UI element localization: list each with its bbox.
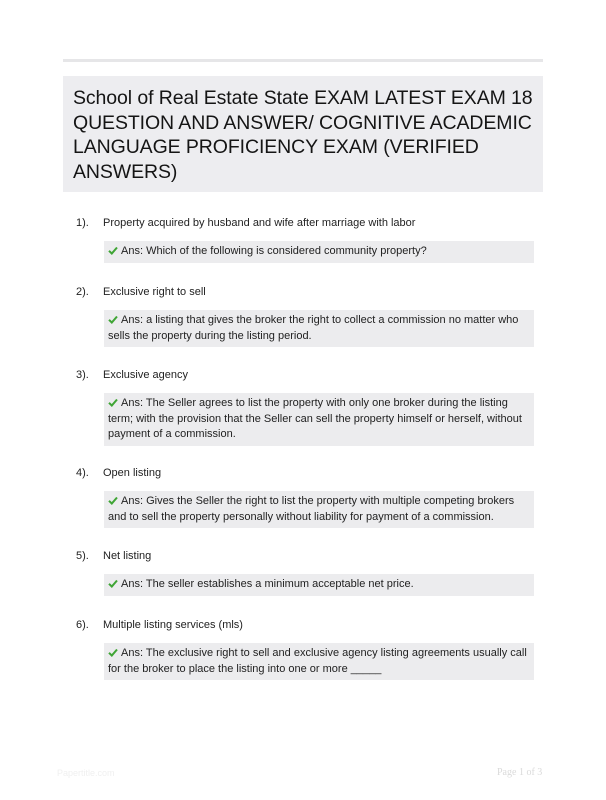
question-number: 1). — [76, 217, 89, 229]
question-text: Net listing — [103, 550, 152, 562]
answer-box — [104, 491, 534, 528]
check-icon — [108, 398, 118, 407]
check-icon — [108, 648, 118, 657]
question-text: Exclusive right to sell — [103, 286, 206, 298]
question-number: 2). — [76, 286, 89, 298]
question-text: Property acquired by husband and wife after marriage with labor — [103, 217, 416, 229]
question-number: 5). — [76, 550, 89, 562]
question-number: 4). — [76, 467, 89, 479]
check-icon — [108, 579, 118, 588]
document-title: School of Real Estate State EXAM LATEST EXAM 18 QUESTION AND ANSWER/ COGNITIVE ACADEMIC LANGUAGE PROFICIENCY EXAM (VERIFIED ANSWERS) — [73, 87, 533, 183]
answer-text: Ans: Which of the following is considered community property? — [121, 245, 427, 257]
answer-box — [104, 574, 534, 596]
question-text: Open listing — [103, 467, 162, 479]
page-indicator: Page 1 of 3 — [497, 767, 543, 778]
question-number: 6). — [76, 619, 89, 631]
check-icon — [108, 315, 118, 324]
question-text: Multiple listing services (mls) — [103, 619, 243, 631]
answer-box — [104, 310, 534, 347]
answer-text: Ans: Gives the Seller the right to list the property with multiple competing brokers and to sell the property personally without liability for payment of a commission. — [108, 495, 515, 523]
answer-text: Ans: a listing that gives the broker the right to collect a commission no matter who sells the property during the listing period. — [108, 314, 519, 342]
check-icon — [108, 496, 118, 505]
top-divider — [63, 59, 543, 62]
question-text: Exclusive agency — [103, 369, 188, 381]
answer-box — [104, 241, 534, 263]
answer-text: Ans: The exclusive right to sell and exclusive agency listing agreements usually call for the broker to place the listing into one or more _____ — [108, 647, 527, 675]
answer-box — [104, 393, 534, 446]
answer-text: Ans: The seller establishes a minimum acceptable net price. — [121, 578, 414, 590]
answer-text: Ans: The Seller agrees to list the property with only one broker during the listing term; with the provision that the Seller can sell the property himself or herself, without payment of a commission. — [108, 397, 522, 440]
question-number: 3). — [76, 369, 89, 381]
title-banner — [63, 76, 543, 192]
footer-watermark: Papertitle.com — [57, 768, 115, 778]
check-icon — [108, 246, 118, 255]
answer-box — [104, 643, 534, 680]
